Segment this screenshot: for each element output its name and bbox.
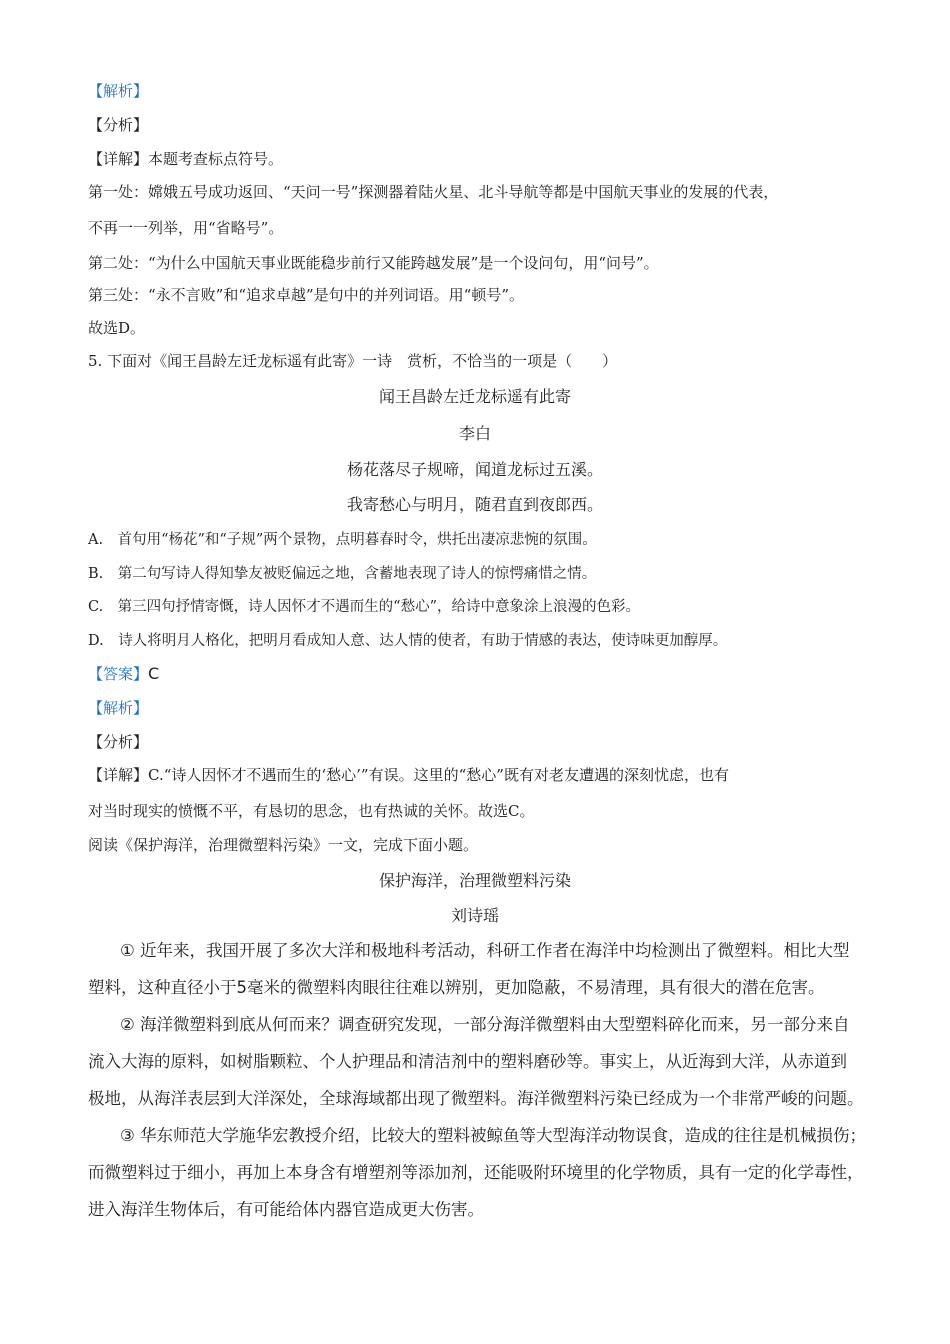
detail-paragraph bbox=[88, 765, 729, 785]
answer-value: C bbox=[148, 664, 160, 683]
paragraph-line: ③ 华东师范大学施华宏教授介绍，比较大的塑料被鲸鱼等大型海洋动物误食，造成的往往是机械损伤； bbox=[120, 1126, 867, 1145]
detail-paragraph bbox=[88, 149, 283, 169]
paragraph-line: ① 近年来，我国开展了多次大洋和极地科考活动，科研工作者在海洋中均检测出了微塑料。相比大型 bbox=[120, 941, 850, 960]
explanation-line: 第一处：嫦娥五号成功返回、“天问一号”探测器着陆火星、北斗导航等都是中国航天事业的发展的代表， bbox=[88, 183, 779, 201]
answer-line bbox=[88, 664, 159, 684]
analysis-subtag: 【分析】 bbox=[88, 733, 149, 751]
analysis-tag: 【解析】 bbox=[88, 82, 149, 100]
analysis-subtag: 【分析】 bbox=[88, 116, 149, 134]
detail-tag: 【详解】 bbox=[88, 150, 149, 168]
poem-line: 我寄愁心与明月，随君直到夜郎西。 bbox=[346, 495, 603, 514]
paragraph-line: 塑料，这种直径小于5毫米的微塑料肉眼往往难以辨别，更加隐蔽，不易清理，具有很大的潜在危害。 bbox=[88, 978, 825, 997]
paragraph-line: 极地，从海洋表层到大洋深处，全球海域都出现了微塑料。海洋微塑料污染已经成为一个非常严峻的问题。 bbox=[88, 1089, 864, 1108]
answer-tag: 【答案】 bbox=[88, 665, 149, 683]
poem-line: 杨花落尽子规啼，闻道龙标过五溪。 bbox=[346, 460, 603, 479]
explanation-line: 不再一一列举，用“省略号”。 bbox=[88, 219, 284, 237]
paragraph-line: ② 海洋微塑料到底从何而来？调查研究发现，一部分海洋微塑料由大型塑料碎化而来，另一部分来自 bbox=[120, 1015, 850, 1034]
analysis-tag: 【解析】 bbox=[88, 699, 149, 717]
detail-text: C.“诗人因怀才不遇而生的‘愁心’”有误。这里的“愁心”既有对老友遭遇的深刻忧虑，也有 bbox=[148, 766, 729, 784]
paragraph-line: 进入海洋生物体后，有可能给体内器官造成更大伤害。 bbox=[88, 1200, 484, 1219]
option-b: B. 第二句写诗人得知挚友被贬偏远之地，含蓄地表现了诗人的惊愕痛惜之情。 bbox=[88, 566, 597, 582]
explanation-line: 第三处：“永不言败”和“追求卓越”是句中的并列词语。用“顿号”。 bbox=[88, 286, 525, 304]
article-title: 保护海洋，治理微塑料污染 bbox=[378, 871, 571, 890]
explanation-line: 第二处：“为什么中国航天事业既能稳步前行又能跨越发展”是一个设问句，用“问号”。 bbox=[88, 254, 659, 272]
poem-title: 闻王昌龄左迁龙标遥有此寄 bbox=[378, 387, 571, 406]
paragraph-line: 而微塑料过于细小，再加上本身含有增塑剂等添加剂，还能吸附环境里的化学物质，具有一定的化学毒性， bbox=[88, 1163, 864, 1182]
option-c: C. 第三四句抒情寄慨，诗人因怀才不遇而生的“愁心”，给诗中意象涂上浪漫的色彩。 bbox=[88, 599, 641, 615]
article-author: 刘诗瑶 bbox=[450, 906, 499, 925]
question-prompt: 5. 下面对《闻王昌龄左迁龙标遥有此寄》一诗 赏析，不恰当的一项是（ ） bbox=[88, 352, 618, 370]
detail-text-line: 对当时现实的愤慨不平，有恳切的思念，也有热诚的关怀。故选C。 bbox=[88, 802, 535, 820]
option-a: A. 首句用“杨花”和“子规”两个景物，点明暮春时令，烘托出凄凉悲惋的氛围。 bbox=[88, 532, 597, 548]
paragraph-line: 流入大海的原料，如树脂颗粒、个人护理品和清洁剂中的塑料磨砂等。事实上，从近海到大洋，从赤道到 bbox=[88, 1052, 847, 1071]
detail-text: 本题考查标点符号。 bbox=[148, 150, 284, 168]
option-d: D. 诗人将明月人格化，把明月看成知人意、达人情的使者，有助于情感的表达，使诗味更加醇厚。 bbox=[88, 633, 728, 649]
poem-author: 李白 bbox=[458, 424, 491, 443]
detail-tag: 【详解】 bbox=[88, 766, 149, 784]
reading-intro: 阅读《保护海洋，治理微塑料污染》一文，完成下面小题。 bbox=[88, 836, 479, 854]
choice-conclusion: 故选D。 bbox=[88, 319, 146, 337]
